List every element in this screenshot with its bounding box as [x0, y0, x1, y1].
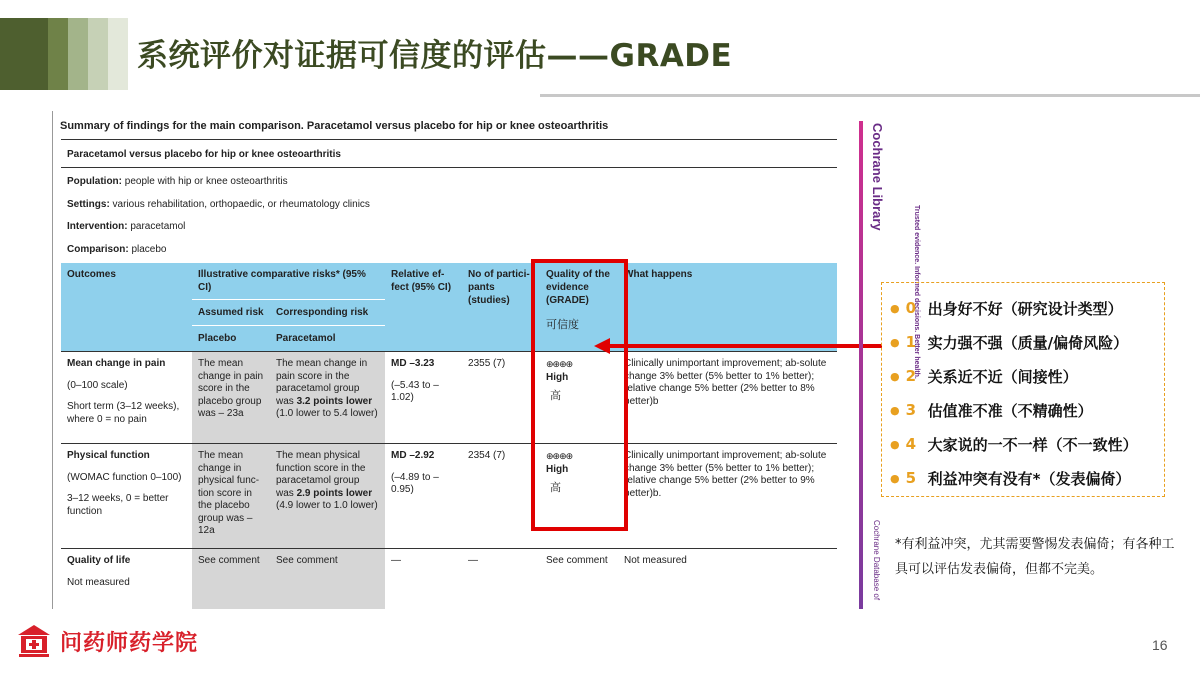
outcome-cell: Physical function (WOMAC function 0–100) 3–12 weeks, 0 = better function: [61, 444, 192, 549]
outcome-cell: Quality of life Not measured: [61, 549, 192, 609]
logo-text: 问药师药学院: [60, 630, 199, 656]
what-happens-cell: Clinically unimportant improvement; ab-solute change 3% better (5% better to 1% better); relative change 5% better (2% better to 8% better)b: [618, 352, 837, 444]
participants-cell: 2355 (7): [462, 352, 540, 444]
grade-column-highlight: [531, 259, 628, 531]
publication-bias-note: *有利益冲突，尤其需要警惕发表偏倚；有各种工具可以评估发表偏倚，但都不完美。: [895, 537, 1175, 577]
findings-table: [61, 263, 837, 609]
participants-cell: —: [462, 549, 540, 609]
quality-chinese-value: 高: [550, 482, 562, 494]
comparison-subtitle: Paracetamol versus placebo for hip or knee osteoarthritis: [67, 149, 341, 160]
table-row: [61, 444, 837, 549]
participants-cell: 2354 (7): [462, 444, 540, 549]
bullet-icon: ●: [890, 301, 900, 315]
quality-chinese-label: 可信度: [546, 319, 580, 331]
header-decor-block-1: [0, 18, 48, 90]
relative-effect-cell: MD –2.92 (–4.89 to – 0.95): [385, 444, 462, 549]
population-line: Population: people with hip or knee osteoarthritis: [67, 176, 288, 187]
header-placebo: Placebo: [192, 326, 270, 352]
list-item: ● 3 估值准不准（不精确性）: [890, 401, 1093, 420]
cochrane-logo: Cochrane Library: [870, 123, 885, 231]
comparison-line: Comparison: placebo: [67, 244, 167, 255]
quality-chinese-value: 高: [550, 390, 562, 402]
page-number: 16: [1152, 637, 1168, 653]
quality-cell: ⊕⊕⊕⊕ High 高: [540, 444, 618, 549]
relative-effect-cell: MD –3.23 (–5.43 to – 1.02): [385, 352, 462, 444]
bullet-icon: ●: [890, 437, 900, 451]
quality-cell: See comment: [540, 549, 618, 609]
bullet-icon: ●: [890, 403, 900, 417]
relative-effect-cell: —: [385, 549, 462, 609]
header-quality: Quality of the evidence (GRADE) 可信度: [540, 263, 618, 352]
header-outcomes: Outcomes: [61, 263, 192, 352]
header-corresponding-risk: Corresponding risk: [270, 300, 385, 326]
list-item: ● 1 实力强不强（质量/偏倚风险）: [890, 333, 1129, 352]
settings-line: Settings: various rehabilitation, orthopaedic, or rheumatology clinics: [67, 199, 370, 210]
what-happens-cell: Clinically unimportant improvement; ab-solute change 3% better (5% better to 1% better); relative change 5% better (2% better to 9% better)b.: [618, 444, 837, 549]
list-item: ● 4 大家说的一不一样（不一致性）: [890, 435, 1138, 454]
list-item: ● 2 关系近不近（间接性）: [890, 367, 1078, 386]
document-heading: Summary of findings for the main comparison. Paracetamol versus placebo for hip or knee osteoarthritis: [60, 120, 609, 132]
header-decor-block-3: [68, 18, 88, 90]
corresponding-risk-cell: The mean change in pain score in the paracetamol group was 3.2 points lower (1.0 lower to 5.4 lower): [270, 352, 385, 444]
assumed-risk-cell: See comment: [192, 549, 270, 609]
grade-criteria-list: [881, 282, 1165, 497]
header-decor-block-2: [48, 18, 68, 90]
table-row: [61, 352, 837, 444]
quality-cell: ⊕⊕⊕⊕ High 高: [540, 352, 618, 444]
header-decor-block-4: [88, 18, 108, 90]
summary-of-findings-document: [52, 111, 852, 609]
intervention-line: Intervention: paracetamol: [67, 221, 186, 232]
arrow-left-icon: [594, 338, 882, 354]
header-paracetamol: Paracetamol: [270, 326, 385, 352]
corresponding-risk-cell: See comment: [270, 549, 385, 609]
bullet-icon: ●: [890, 335, 900, 349]
divider: [61, 139, 837, 140]
footer-logo: [16, 623, 198, 659]
cochrane-accent-bar: [859, 121, 863, 609]
what-happens-cell: Not measured: [618, 549, 837, 609]
cochrane-tagline: Trusted evidence. Informed decisions. Better health.: [913, 205, 920, 379]
corresponding-risk-cell: The mean physical function score in the paracetamol group was 2.9 points lower (4.9 lower to 1.0 lower): [270, 444, 385, 549]
header-what-happens: What happens: [618, 263, 837, 352]
grade-rating-icon: ⊕⊕⊕⊕: [546, 359, 573, 369]
header-relative-effect: Relative ef-fect (95% CI): [385, 263, 462, 352]
assumed-risk-cell: The mean change in pain score in the placebo group was – 23a: [192, 352, 270, 444]
header-decor-block-5: [108, 18, 128, 90]
assumed-risk-cell: The mean change in physical func-tion score in the placebo group was – 12a: [192, 444, 270, 549]
slide-title: 系统评价对证据可信度的评估——GRADE: [137, 38, 733, 74]
school-logo-icon: [16, 623, 52, 659]
bullet-icon: ●: [890, 471, 900, 485]
header-assumed-risk: Assumed risk: [192, 300, 270, 326]
divider: [61, 167, 837, 168]
list-item: ● 5 利益冲突有没有*（发表偏倚）: [890, 469, 1131, 488]
header-risks: Illustrative comparative risks* (95% CI): [192, 263, 385, 300]
header-participants: No of partici-pants (studies): [462, 263, 540, 352]
bullet-icon: ●: [890, 369, 900, 383]
table-row: [61, 549, 837, 609]
list-item: ● 0 出身好不好（研究设计类型）: [890, 299, 1123, 318]
title-underline: [540, 94, 1200, 97]
grade-rating-icon: ⊕⊕⊕⊕: [546, 451, 573, 461]
outcome-cell: Mean change in pain (0–100 scale) Short term (3–12 weeks), where 0 = no pain: [61, 352, 192, 444]
cochrane-database-label: Cochrane Database of: [872, 520, 881, 601]
